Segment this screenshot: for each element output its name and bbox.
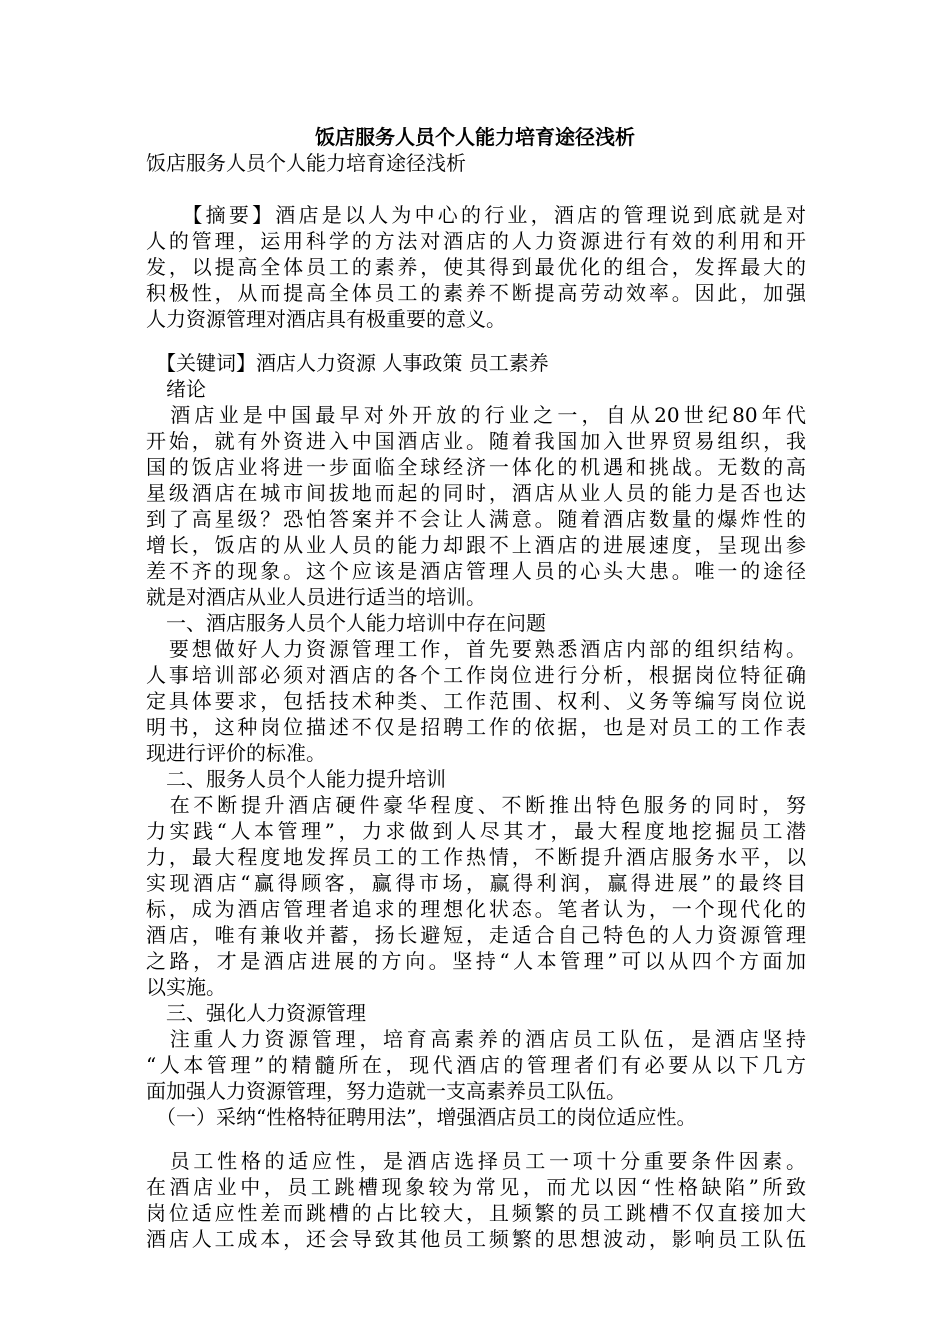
body-line: 现进行评价的标准。 <box>146 741 326 765</box>
body-line: 差不齐的现象。这个应该是酒店管理人员的心头大患。唯一的途径 <box>146 559 806 583</box>
body-line: 员工性格的适应性，是酒店选择员工一项十分重要条件因素。 <box>146 1149 806 1173</box>
body-line: 酒店，唯有兼收并蓄，扬长避短，走适合自己特色的人力资源管理 <box>146 923 806 947</box>
body-line: 力实践“人本管理”，力求做到人尽其才，最大程度地挖掘员工潜 <box>146 819 806 843</box>
body-line: 增长，饭店的从业人员的能力却跟不上酒店的进展速度，呈现出参 <box>146 533 806 557</box>
body-line: 酒店业是中国最早对外开放的行业之一，自从20世纪80年代 <box>146 403 806 427</box>
body-line: 在酒店业中，员工跳槽现象较为常见，而尤以因“性格缺陷”所致 <box>146 1175 806 1199</box>
body-line: 星级酒店在城市间拔地而起的同时，酒店从业人员的能力是否也达 <box>146 481 806 505</box>
subsection-heading: （一）采纳“性格特征聘用法”，增强酒店员工的岗位适应性。 <box>146 1105 697 1129</box>
body-line: 岗位适应性差而跳槽的占比较大，且频繁的员工跳槽不仅直接加大 <box>146 1201 806 1225</box>
body-line: 明书，这种岗位描述不仅是招聘工作的依据，也是对员工的工作表 <box>146 715 806 739</box>
section-heading: 一、酒店服务人员个人能力培训中存在问题 <box>146 611 546 635</box>
abstract-line: 发，以提高全体员工的素养，使其得到最优化的组合，发挥最大的 <box>146 255 806 279</box>
section-heading: 三、强化人力资源管理 <box>146 1001 366 1025</box>
document-title: 饭店服务人员个人能力培育途径浅析 <box>315 125 635 149</box>
body-line: 力，最大程度地发挥员工的工作热情，不断提升酒店服务水平，以 <box>146 845 806 869</box>
body-line: 就是对酒店从业人员进行适当的培训。 <box>146 585 486 609</box>
body-line: 实现酒店“赢得顾客，赢得市场，赢得利润，赢得进展”的最终目 <box>146 871 806 895</box>
body-line: 国的饭店业将进一步面临全球经济一体化的机遇和挑战。无数的高 <box>146 455 806 479</box>
section-heading: 绪论 <box>146 377 206 401</box>
body-line: “人本管理”的精髓所在，现代酒店的管理者们有必要从以下几方 <box>146 1053 806 1077</box>
body-line: 到了高星级？恐怕答案并不会让人满意。随着酒店数量的爆炸性的 <box>146 507 806 531</box>
body-line: 注重人力资源管理，培育高素养的酒店员工队伍，是酒店坚持 <box>146 1027 806 1051</box>
body-line: 之路，才是酒店进展的方向。坚持“人本管理”可以从四个方面加 <box>146 949 806 973</box>
body-line: 标，成为酒店管理者追求的理想化状态。笔者认为，一个现代化的 <box>146 897 806 921</box>
abstract-line: 人力资源管理对酒店具有极重要的意义。 <box>146 307 506 331</box>
abstract-line: 人的管理，运用科学的方法对酒店的人力资源进行有效的利用和开 <box>146 229 806 253</box>
section-heading: 二、服务人员个人能力提升培训 <box>146 767 446 791</box>
keywords-line: 【关键词】酒店人力资源 人事政策 员工素养 <box>146 351 549 375</box>
body-line: 在不断提升酒店硬件豪华程度、不断推出特色服务的同时，努 <box>146 793 806 817</box>
subtitle-line: 饭店服务人员个人能力培育途径浅析 <box>146 151 466 175</box>
body-line: 要想做好人力资源管理工作，首先要熟悉酒店内部的组织结构。 <box>146 637 806 661</box>
body-line: 酒店人工成本，还会导致其他员工频繁的思想波动，影响员工队伍 <box>146 1227 806 1251</box>
body-line: 人事培训部必须对酒店的各个工作岗位进行分析，根据岗位特征确 <box>146 663 806 687</box>
abstract-line: 【摘要】酒店是以人为中心的行业，酒店的管理说到底就是对 <box>146 203 806 227</box>
body-line: 面加强人力资源管理，努力造就一支高素养员工队伍。 <box>146 1079 626 1103</box>
body-line: 开始，就有外资进入中国酒店业。随着我国加入世界贸易组织，我 <box>146 429 806 453</box>
abstract-line: 积极性，从而提高全体员工的素养不断提高劳动效率。因此，加强 <box>146 281 806 305</box>
body-line: 以实施。 <box>146 975 226 999</box>
body-line: 定具体要求，包括技术种类、工作范围、权利、义务等编写岗位说 <box>146 689 806 713</box>
